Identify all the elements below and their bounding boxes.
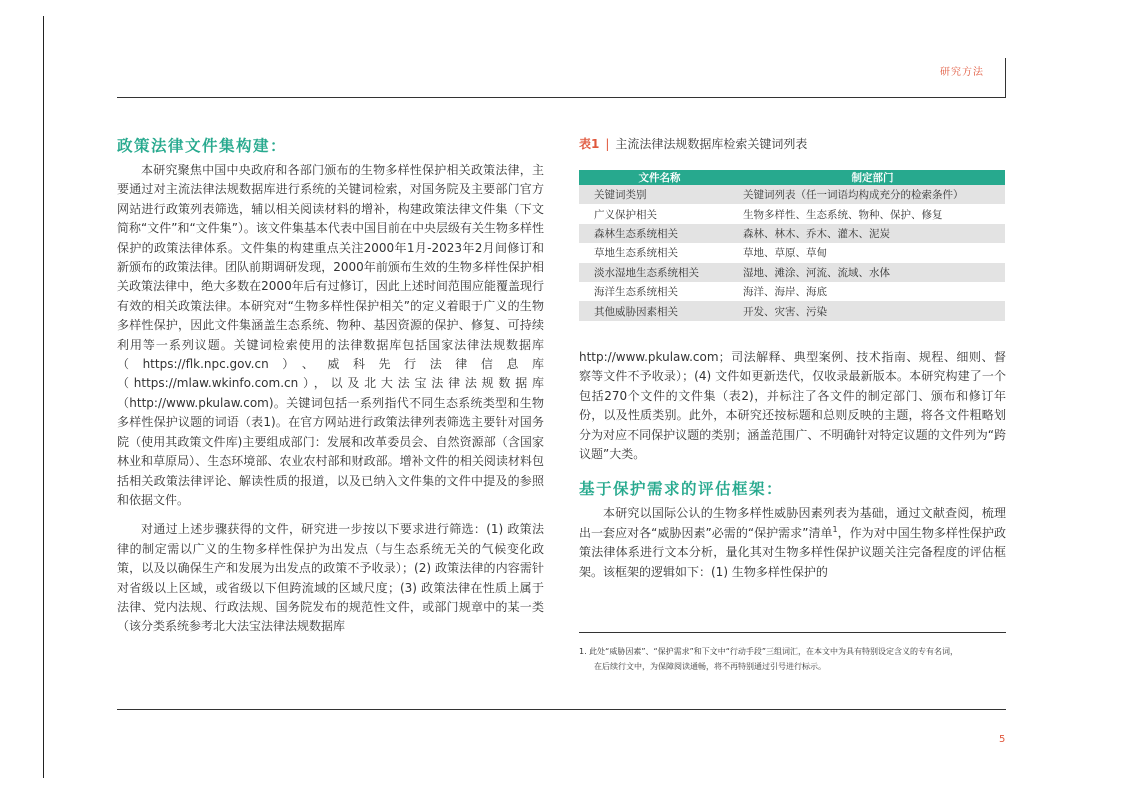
footnote-rule (579, 632, 1006, 633)
table-row (579, 263, 1005, 282)
paragraph-text: 本研究以国际公认的生物多样性威胁因素列表为基础，通过文献查阅，梳理出一套应对各“威胁因素”必需的“保护需求”清单 (579, 506, 1006, 540)
table-cell: 森林、林木、乔木、灌木、泥炭 (740, 224, 1005, 243)
table-cell: 开发、灾害、污染 (740, 301, 1005, 320)
table-cell: 淡水湿地生态系统相关 (579, 263, 740, 282)
table-cell: 湿地、滩涂、河流、流域、水体 (740, 263, 1005, 282)
table-cell: 关键词类别 (579, 185, 740, 204)
table-number: 表1 (579, 137, 600, 151)
table-row (579, 204, 1005, 223)
footnote-ref: 1 (832, 524, 838, 534)
table-title: 主流法律法规数据库检索关键词列表 (615, 137, 808, 151)
caption-divider: | (605, 137, 610, 151)
binding-line (43, 16, 44, 778)
footnote-line: 在后续行文中，为保障阅读通畅，将不再特别通过引号进行标示。 (594, 662, 826, 671)
table-cell: 草地、草原、草甸 (743, 247, 827, 260)
table-cell: 海洋、海岸、海底 (743, 286, 827, 299)
section-heading-assessment-framework: 基于保护需求的评估框架： (579, 480, 784, 499)
table-header-cell: 文件名称 (579, 170, 740, 185)
table-cell: 草地生态系统相关 (594, 247, 678, 260)
left-column (117, 136, 544, 637)
header-rule (117, 97, 1006, 98)
table-row (579, 224, 1005, 243)
header-divider-tick (1005, 58, 1006, 98)
section-heading-policy-collection: 政策法律文件集构建： (117, 137, 288, 155)
table-cell: 生物多样性、生态系统、物种、保护、修复 (743, 208, 943, 221)
right-column (579, 348, 1006, 582)
footnote (579, 644, 1006, 674)
paragraph: 本研究聚焦中国中央政府和各部门颁布的生物多样性保护相关政策法律，主要通过对主流法律法规数据库进行系统的关键词检索，对国务院及主要部门官方网站进行政策列表筛选，辅以相关阅读材料的增补，构建政策法律文件集（下文简称“文件”和“文件集”）。该文件集基本代表中国目前在中央层级有关生物多样性保护的政策法律体系。文件集的构建重点关注2000年1月-2023年2月间修订和新颁布的政策法律。团队前期调研发现，2000年前颁布生效的生物多样性保护相关政策法律中，绝大多数在2000年后有过修订，因此上述时间范围应能覆盖现行有效的相关政策法律。本研究对“生物多样性保护相关”的定义着眼于广义的生物多样性保护，因此文件集涵盖生态系统、物种、基因资源的保护、修复、可持续利用等一系列议题。关键词检索使用的法律数据库包括国家法律法规数据库（https://flk.npc.gov.cn）、威科先行法律信息库（https://mlaw.wkinfo.com.cn），以及北大法宝法律法规数据库（http://www.pkulaw.com)。关键词包括一系列指代不同生态系统类型和生物多样性保护议题的词语（表1)。在官方网站进行政策法律列表筛选主要针对国务院（使用其政策文件库)主要组成部门：发展和改革委员会、自然资源部（含国家林业和草原局）、生态环境部、农业农村部和财政部。增补文件的相关阅读材料包括相关政策法律评论、解读性质的报道，以及已纳入文件集的文件中提及的参照和依据文件。 (117, 163, 544, 507)
paragraph (579, 504, 1006, 582)
table-header-row (579, 170, 1005, 185)
table-cell: 关键词列表（任一词语均构成充分的检索条件） (740, 185, 1005, 204)
page-number: 5 (999, 734, 1006, 745)
table-row (579, 243, 1005, 262)
table-cell: 森林生态系统相关 (579, 224, 740, 243)
table-caption (579, 136, 807, 152)
footnote-line: 1. 此处“威胁因素”、“保护需求”和下文中“行动手段”三组词汇，在本文中为具有特别设定含义的专有名词， (579, 647, 959, 656)
paragraph: http://www.pkulaw.com；司法解释、典型案例、技术指南、规程、细则、督察等文件不予收录）；(4) 文件如更新迭代，仅收录最新版本。本研究构建了一个包括270个文件的文件集（表2)，并标注了各文件的制定部门、颁布和修订年份，以及性质类别。此外，本研究还按标题和总则反映的主题，将各文件粗略划分为对应不同保护议题的类别；涵盖范围广、不明确针对特定议题的文件列为“跨议题”大类。 (579, 350, 1006, 462)
table-row (579, 301, 1005, 320)
table-header-cell: 制定部门 (740, 170, 1005, 185)
table-cell: 其他威胁因素相关 (579, 301, 740, 320)
footer-rule (117, 709, 1006, 710)
table-row (579, 185, 1005, 204)
paragraph: 对通过上述步骤获得的文件，研究进一步按以下要求进行筛选：(1) 政策法律的制定需以广义的生物多样性保护为出发点（与生态系统无关的气候变化政策，以及以确保生产和发展为出发点的政策不予收录）；(2) 政策法律的内容需针对省级以上区域，或省级以下但跨流域的区域尺度；(3) 政策法律在性质上属于法律、党内法规、行政法规、国务院发布的规范性文件，或部门规章中的某一类（该分类系统参考北大法宝法律法规数据库 (117, 522, 544, 634)
table-cell: 海洋生态系统相关 (594, 286, 678, 299)
table-cell: 广义保护相关 (594, 208, 657, 221)
table-row (579, 282, 1005, 301)
paragraph-text: ，作为对中国生物多样性保护政策法律体系进行文本分析，量化其对生物多样性保护议题关注完备程度的评估框架。该框架的逻辑如下：(1) 生物多样性保护的 (579, 525, 1006, 579)
keyword-table (579, 170, 1005, 321)
running-header: 研究方法 (940, 67, 984, 78)
